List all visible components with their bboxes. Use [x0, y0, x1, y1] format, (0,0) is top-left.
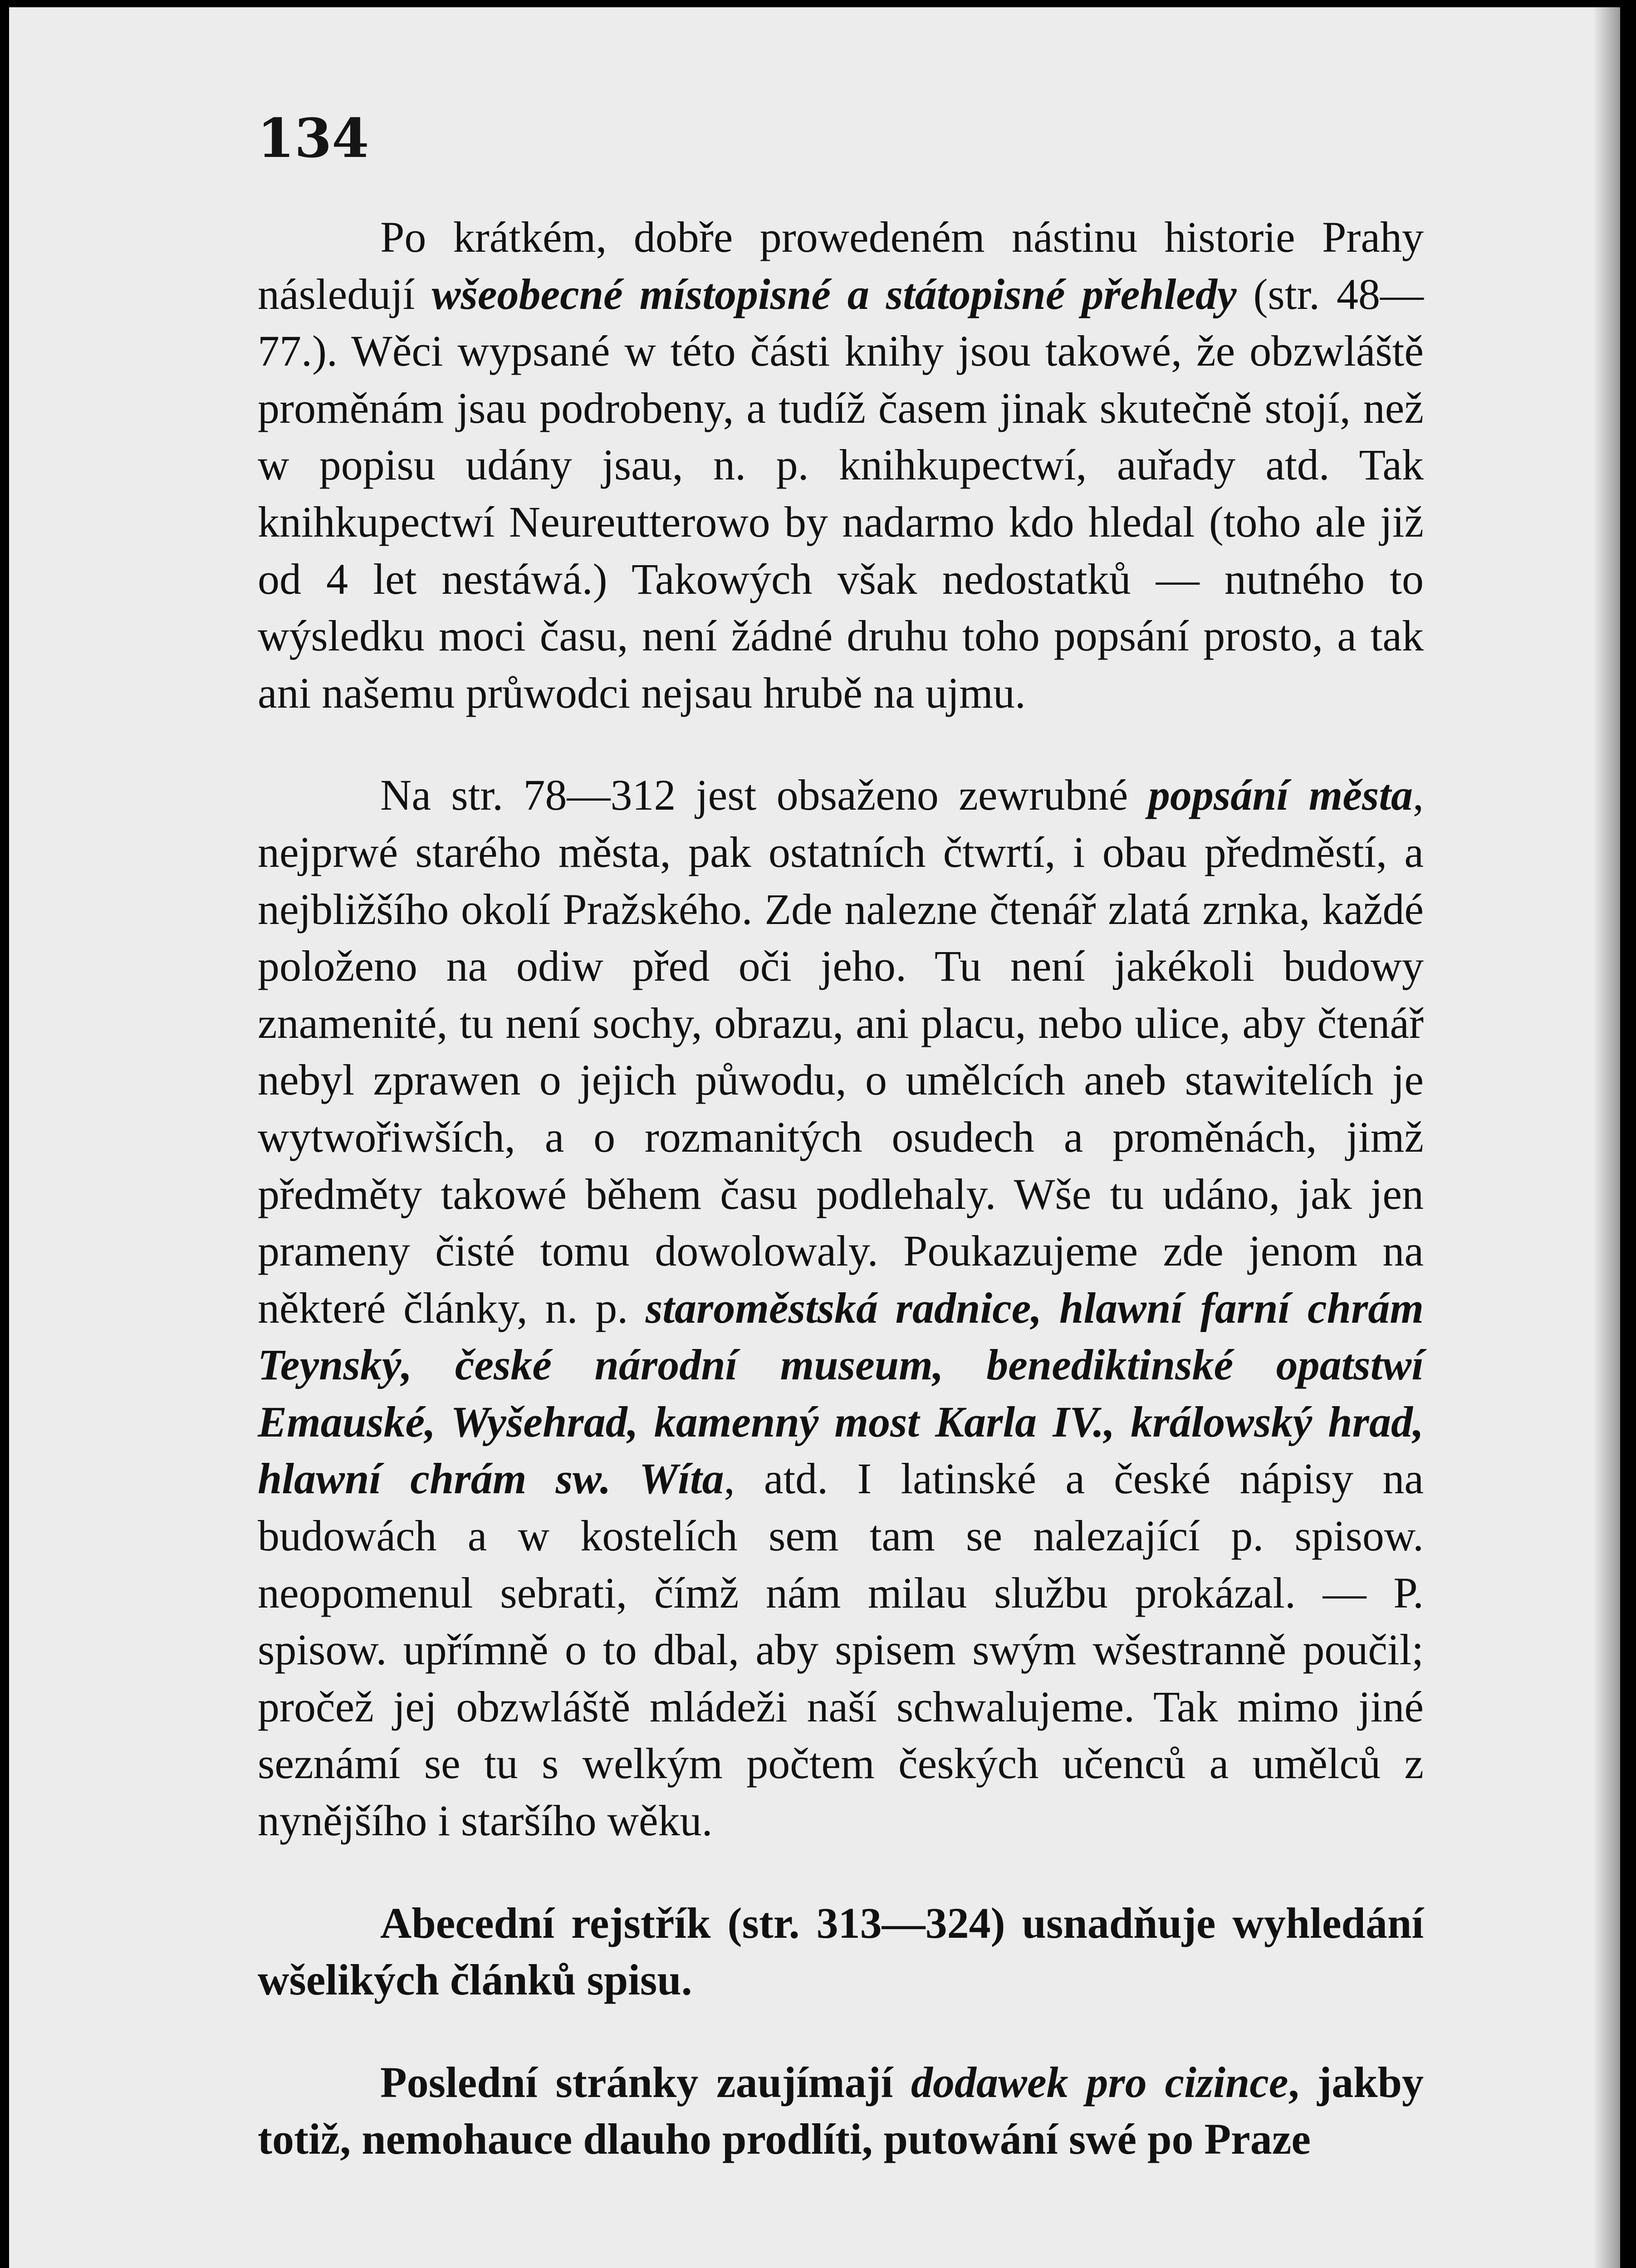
paragraph-1-rest: (str. 48—77.). Wěci wypsané w této části knihy jsou takowé, že obzwláště proměnám jsau podrobeny, a tudíž časem jinak skutečně stojí, než w popisu udány jsau, n. p. knihkupectwí, auřady atd. Tak knihkupectwí Neureutterowo by nadarmo kdo hledal (toho ale již od 4 let nestáwá.) Takowých však nedostatků — nutného to wýsledku moci času, není žádné druhu toho popsání prosto, a tak ani našemu průwodci nejsau hrubě na ujmu. [258, 269, 1424, 717]
paragraph-3 [258, 1895, 1424, 2009]
paragraph-1-emphasis: wšeobecné místopisné a státopisné přehledy [431, 269, 1237, 318]
paragraph-2-middle: , nejprwé starého města, pak ostatních čtwrtí, i obau předměstí, a nejbližšího okolí Pražského. Zde nalezne čtenář zlatá zrnka, každé položeno na odiw před oči jeho. Tu není jakékoli budowy znamenité, tu není sochy, obrazu, ani placu, nebo ulice, aby čtenář nebyl zprawen o jejich půwodu, o umělcích aneb stawitelích je wytwořiwších, a o rozmanitých osudech a proměnách, jimž předměty takowé během času podlehaly. Wše tu udáno, jak jen prameny čisté tomu dowolowaly. Poukazujeme zde jenom na některé články, n. p. [258, 771, 1424, 1332]
paragraph-2-landmarks: staroměstská radnice, hlawní farní chrám Teynský, české národní museum, benediktinské opatstwí Emauské, Wyšehrad, kamenný most Karla IV., králowský hrad, hlawní chrám sw. Wíta [258, 1283, 1424, 1503]
book-page [9, 7, 1620, 2268]
page-number: 134 [257, 107, 369, 170]
paragraph-2-lead: Na str. 78—312 jest obsaženo zewrubné [380, 771, 1148, 820]
paragraph-4 [258, 2054, 1424, 2168]
body-text [258, 209, 1424, 2168]
page-edge-shadow [1593, 7, 1620, 2268]
paragraph-4-rest: , jakby totiž, nemohauce dlauho prodlíti, putowání swé po Praze [258, 2058, 1424, 2164]
paragraph-2-rest: , atd. I latinské a české nápisy na budowách a w kostelích sem tam se nalezající p. spisow. neopomenul sebrati, čímž nám milau službu prokázal. — P. spisow. upřímně o to dbal, aby spisem swým wšestranně poučil; pročež jej obzwláště mládeži naší schwalujeme. Tak mimo jiné seznámí se tu s welkým počtem českých učenců a umělců z nynějšího i staršího wěku. [258, 1454, 1424, 1845]
paragraph-3-text: Abecední rejstřík (str. 313—324) usnadňuje wyhledání wšelikých článků spisu. [258, 1898, 1424, 2004]
paragraph-2 [258, 767, 1424, 1849]
paragraph-1 [258, 209, 1424, 721]
paragraph-4-emphasis: dodawek pro cizince [911, 2058, 1288, 2107]
paragraph-2-emphasis: popsání města [1148, 771, 1413, 820]
paragraph-4-lead: Poslední stránky zaujímají [380, 2058, 911, 2107]
paragraph-1-lead: Po krátkém, dobře prowedeném nástinu historie Prahy následují [258, 213, 1424, 318]
